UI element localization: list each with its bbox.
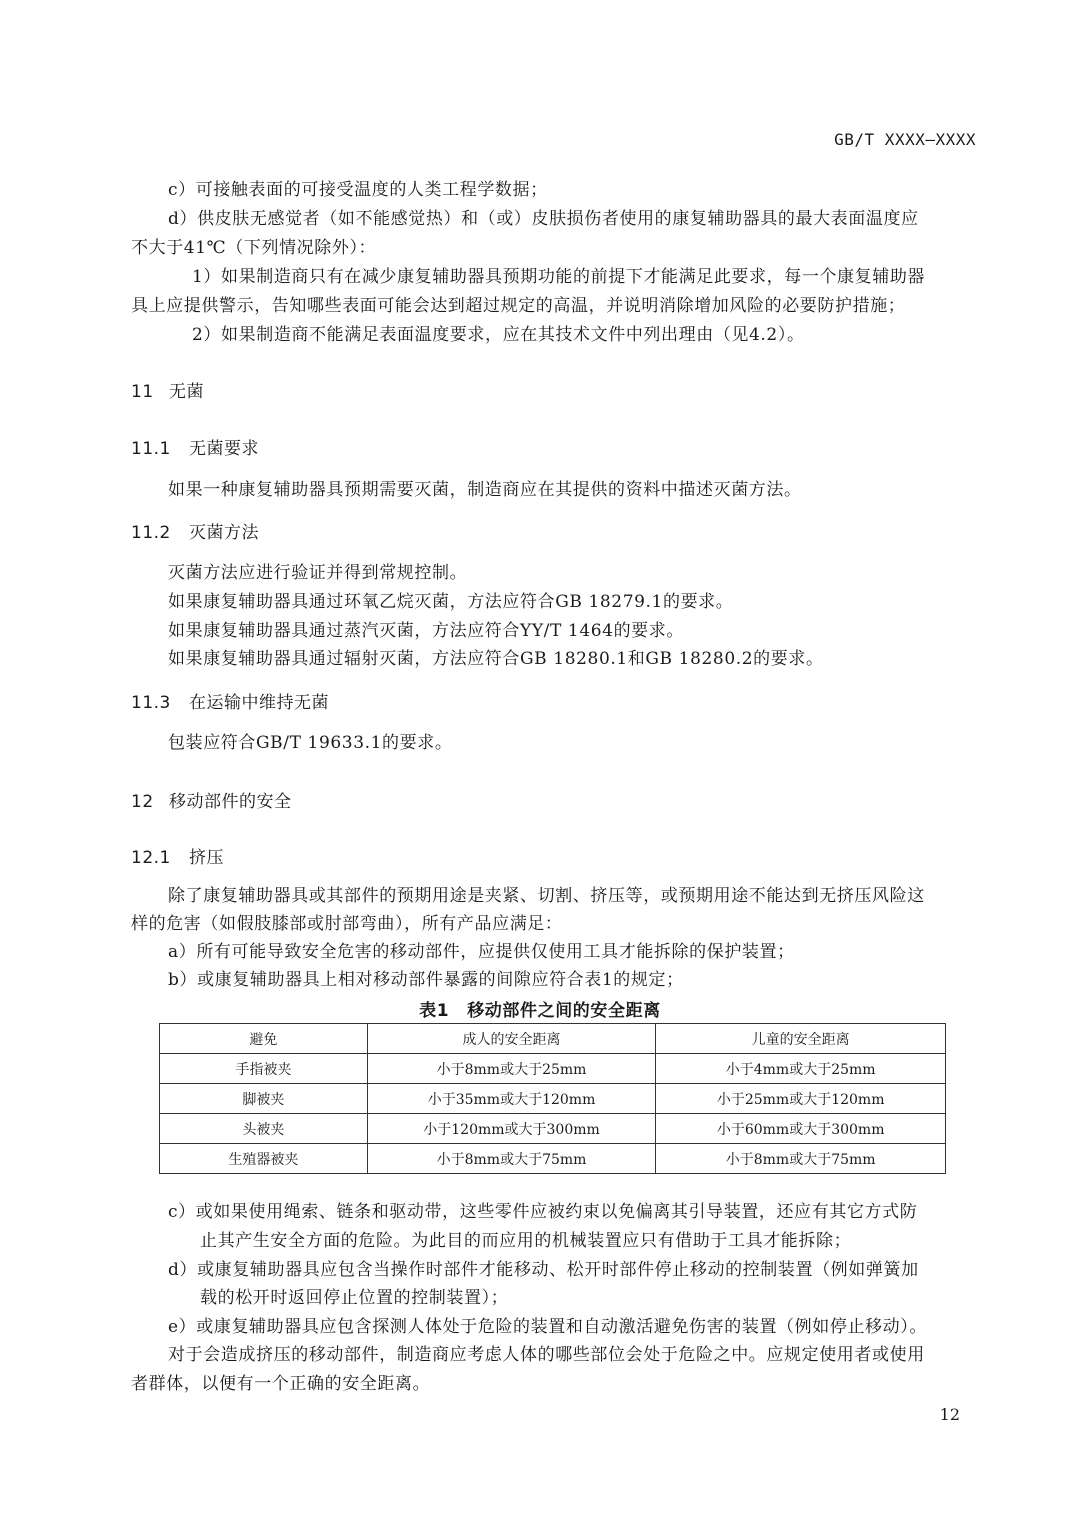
section-title: 移动部件的安全 — [169, 792, 292, 812]
page-number: 12 — [939, 1405, 960, 1424]
table-row — [160, 1084, 946, 1114]
section-number: 12.1 — [131, 848, 171, 868]
list-item-c: c）可接触表面的可接受温度的人类工程学数据； — [168, 180, 548, 200]
table-cell: 手指被夹 — [160, 1054, 368, 1084]
table-row — [160, 1114, 946, 1144]
list-item-d-continuation: 载的松开时返回停止位置的控制装置）； — [200, 1288, 509, 1308]
paragraph-continuation: 样的危害（如假肢膝部或肘部弯曲），所有产品应满足： — [131, 914, 563, 934]
table-header-row — [160, 1024, 946, 1054]
table-cell: 小于25mm或大于120mm — [656, 1084, 946, 1114]
table-cell: 小于4mm或大于25mm — [656, 1054, 946, 1084]
section-number: 12 — [131, 792, 154, 812]
section-title: 无菌 — [169, 382, 204, 402]
column-header: 避免 — [160, 1024, 368, 1054]
list-item-c: c）或如果使用绳索、链条和驱动带，这些零件应被约束以免偏离其引导装置，还应有其它方式防 — [168, 1202, 918, 1222]
table-cell: 头被夹 — [160, 1114, 368, 1144]
table-cell: 小于8mm或大于75mm — [367, 1144, 656, 1174]
sub-item-1-continuation: 具上应提供警示，告知哪些表面可能会达到超过规定的高温，并说明消除增加风险的必要防护措施； — [131, 296, 906, 316]
list-item-c-continuation: 止其产生安全方面的危险。为此目的而应用的机械装置应只有借助于工具才能拆除； — [200, 1231, 852, 1251]
sub-item-1: 1）如果制造商只有在减少康复辅助器具预期功能的前提下才能满足此要求，每一个康复辅助器 — [192, 267, 926, 287]
column-header: 儿童的安全距离 — [656, 1024, 946, 1054]
table-cell: 小于8mm或大于75mm — [656, 1144, 946, 1174]
list-item-e: e）或康复辅助器具应包含探测人体处于危险的装置和自动激活避免伤害的装置（例如停止移动）。 — [168, 1317, 927, 1337]
section-11-2-heading — [131, 518, 259, 543]
paragraph: 如果一种康复辅助器具预期需要灭菌，制造商应在其提供的资料中描述灭菌方法。 — [168, 480, 802, 500]
paragraph: 如果康复辅助器具通过环氧乙烷灭菌，方法应符合GB 18279.1的要求。 — [168, 592, 734, 612]
table-cell: 脚被夹 — [160, 1084, 368, 1114]
section-number: 11.1 — [131, 439, 171, 459]
table-cell: 小于60mm或大于300mm — [656, 1114, 946, 1144]
sub-item-2: 2）如果制造商不能满足表面温度要求，应在其技术文件中列出理由（见4.2）。 — [192, 325, 805, 345]
section-number: 11.3 — [131, 693, 171, 713]
table-cell: 生殖器被夹 — [160, 1144, 368, 1174]
list-item-b: b）或康复辅助器具上相对移动部件暴露的间隙应符合表1的规定； — [168, 970, 684, 990]
column-header: 成人的安全距离 — [367, 1024, 656, 1054]
paragraph: 包装应符合GB/T 19633.1的要求。 — [168, 733, 453, 753]
paragraph: 灭菌方法应进行验证并得到常规控制。 — [168, 563, 468, 583]
paragraph: 除了康复辅助器具或其部件的预期用途是夹紧、切割、挤压等，或预期用途不能达到无挤压风险这 — [168, 886, 925, 906]
table-cell: 小于8mm或大于25mm — [367, 1054, 656, 1084]
section-title: 无菌要求 — [189, 439, 259, 459]
list-item-a: a）所有可能导致安全危害的移动部件，应提供仅使用工具才能拆除的保护装置； — [168, 942, 795, 962]
list-item-d: d）供皮肤无感觉者（如不能感觉热）和（或）皮肤损伤者使用的康复辅助器具的最大表面温度应 — [168, 209, 919, 229]
section-title: 挤压 — [189, 848, 224, 868]
section-12-heading — [131, 787, 292, 812]
section-number: 11.2 — [131, 523, 171, 543]
safety-distance-table — [159, 1023, 946, 1174]
paragraph: 如果康复辅助器具通过蒸汽灭菌，方法应符合YY/T 1464的要求。 — [168, 621, 684, 641]
table-row — [160, 1054, 946, 1084]
paragraph: 对于会造成挤压的移动部件，制造商应考虑人体的哪些部位会处于危险之中。应规定使用者或使用 — [168, 1345, 925, 1365]
section-11-heading — [131, 377, 204, 402]
section-number: 11 — [131, 382, 154, 402]
table-cell: 小于35mm或大于120mm — [367, 1084, 656, 1114]
paragraph-continuation: 者群体，以便有一个正确的安全距离。 — [131, 1374, 431, 1394]
list-item-d: d）或康复辅助器具应包含当操作时部件才能移动、松开时部件停止移动的控制装置（例如弹簧加 — [168, 1260, 919, 1280]
paragraph: 如果康复辅助器具通过辐射灭菌，方法应符合GB 18280.1和GB 18280.2的要求。 — [168, 649, 824, 669]
document-code: GB/T XXXX—XXXX — [834, 130, 976, 149]
table-number: 表1 — [419, 1001, 450, 1021]
list-item-d-continuation: 不大于41℃（下列情况除外）： — [131, 238, 377, 258]
section-11-3-heading — [131, 688, 329, 713]
section-12-1-heading — [131, 843, 224, 868]
section-title: 灭菌方法 — [189, 523, 259, 543]
section-title: 在运输中维持无菌 — [189, 693, 329, 713]
section-11-1-heading — [131, 434, 259, 459]
table-title: 移动部件之间的安全距离 — [467, 1001, 661, 1021]
table-row — [160, 1144, 946, 1174]
table-caption — [0, 996, 1080, 1021]
table-cell: 小于120mm或大于300mm — [367, 1114, 656, 1144]
